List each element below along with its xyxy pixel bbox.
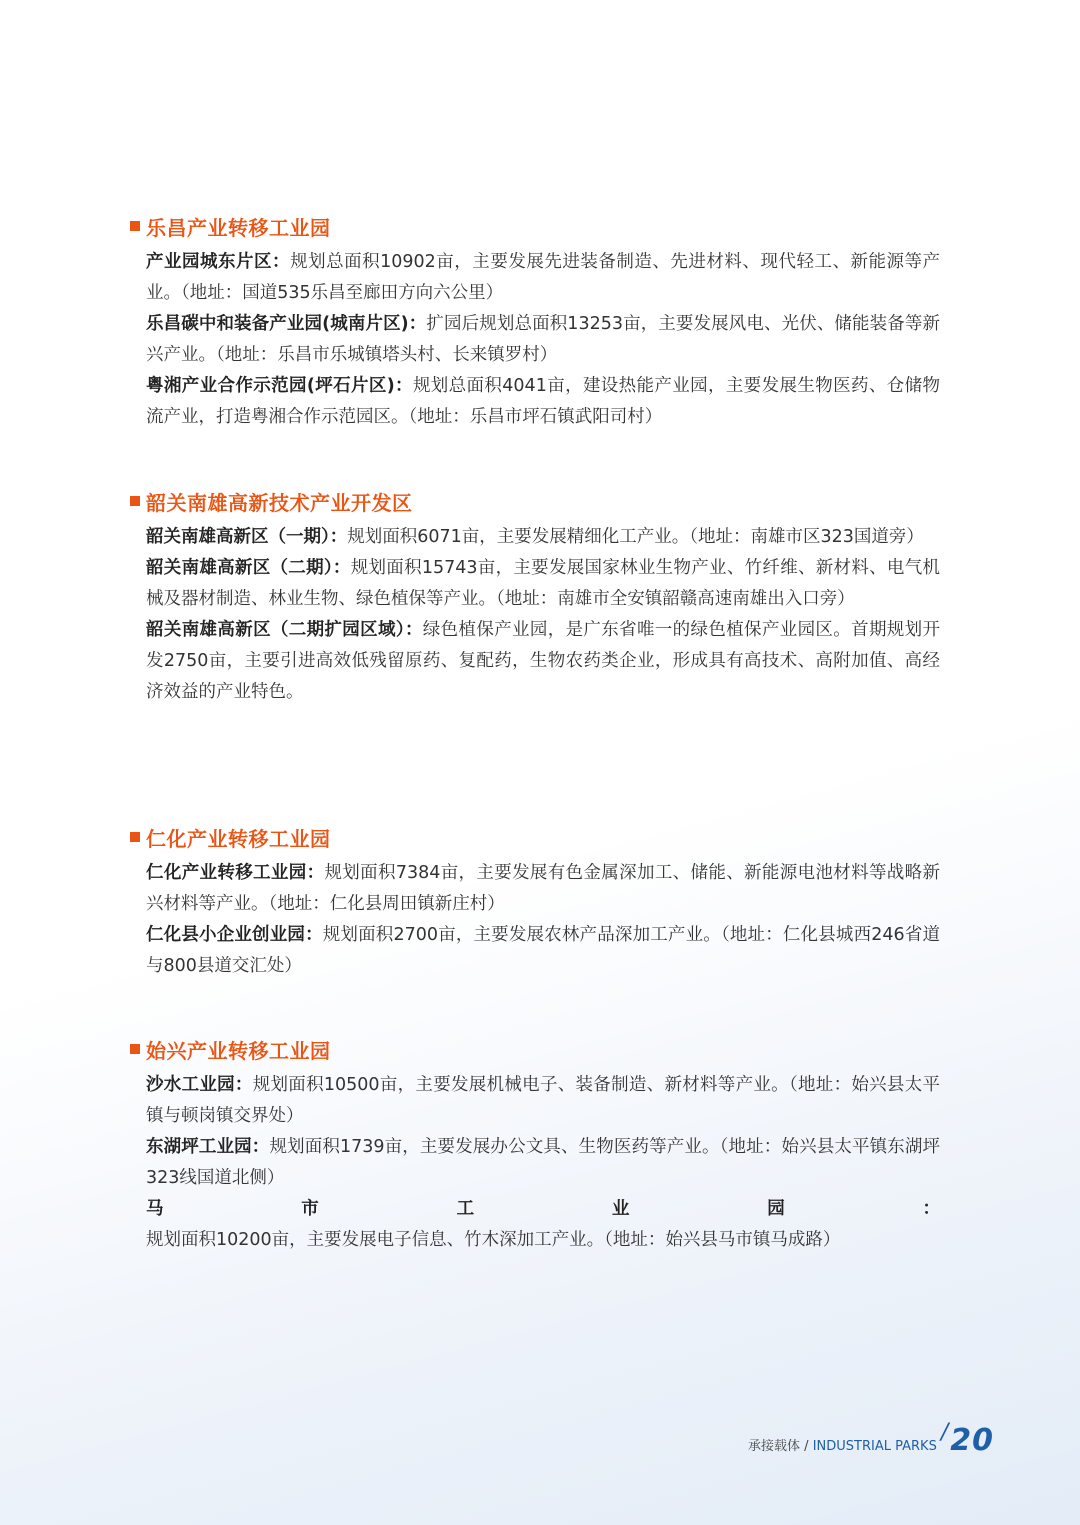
section-lechang: [130, 211, 940, 433]
park-name: 韶关南雄高新区（二期扩园区域）：: [146, 620, 423, 640]
footer-label-cn: 承接载体 /: [748, 1439, 813, 1454]
park-name: 粤湘产业合作示范园(坪石片区)：: [146, 376, 413, 396]
park-description: 绿色植保产业园，是广东省唯一的绿色植保产业园区。首期规划开发2750亩，主要引进高效低残留原药、复配药，生物农药类企业，形成具有高技术、高附加值、高经济效益的产业特色。: [146, 620, 940, 702]
section-title: 始兴产业转移工业园: [146, 1038, 331, 1063]
park-entry: [130, 371, 940, 433]
section-title: 乐昌产业转移工业园: [146, 215, 331, 240]
section-renhua: [130, 822, 940, 982]
section-header: [130, 486, 940, 516]
page-footer: [748, 1420, 994, 1458]
park-name: 韶关南雄高新区（一期）：: [146, 527, 348, 547]
footer-label-en: INDUSTRIAL PARKS: [812, 1439, 937, 1454]
park-description: 规划面积7384亩，主要发展有色金属深加工、储能、新能源电池材料等战略新兴材料等产业。（地址：仁化县周田镇新庄村）: [146, 863, 940, 914]
section-title: 韶关南雄高新技术产业开发区: [146, 490, 413, 515]
page-number: 20: [950, 1423, 994, 1458]
park-entry: [130, 858, 940, 920]
footer-slash: /: [940, 1420, 949, 1445]
park-entry: [130, 247, 940, 309]
section-header: [130, 211, 940, 241]
park-entry: [130, 1132, 940, 1194]
park-description: 扩园后规划总面积13253亩，主要发展风电、光伏、储能装备等新兴产业。（地址：乐昌市乐城镇塔头村、长来镇罗村）: [146, 314, 940, 365]
park-description: 规划面积15743亩，主要发展国家林业生物产业、竹纤维、新材料、电气机械及器材制造、林业生物、绿色植保等产业。（地址：南雄市全安镇韶赣高速南雄出入口旁）: [146, 558, 940, 609]
section-header: [130, 822, 940, 852]
park-description: 规划面积10200亩，主要发展电子信息、竹木深加工产业。（地址：始兴县马市镇马成路）: [146, 1230, 841, 1250]
park-name: 乐昌碳中和装备产业园(城南片区)：: [146, 314, 427, 334]
park-name: 产业园城东片区：: [146, 252, 291, 272]
park-entry: [130, 522, 940, 553]
square-bullet-icon: [130, 221, 140, 231]
park-description: 规划面积10500亩，主要发展机械电子、装备制造、新材料等产业。（地址：始兴县太平镇与顿岗镇交界处）: [146, 1075, 941, 1126]
park-description: 规划总面积4041亩，建设热能产业园，主要发展生物医药、仓储物流产业，打造粤湘合作示范园区。（地址：乐昌市坪石镇武阳司村）: [146, 376, 940, 427]
park-name: 东湖坪工业园：: [146, 1137, 270, 1157]
park-description: 规划面积6071亩，主要发展精细化工产业。（地址：南雄市区323国道旁）: [347, 527, 924, 547]
park-entry: [130, 1194, 940, 1256]
park-name: 仁化县小企业创业园：: [146, 925, 323, 945]
square-bullet-icon: [130, 496, 140, 506]
square-bullet-icon: [130, 1044, 140, 1054]
park-name: 韶关南雄高新区（二期）：: [146, 558, 351, 578]
park-name: 仁化产业转移工业园：: [146, 863, 325, 883]
section-shixing: [130, 1034, 940, 1256]
square-bullet-icon: [130, 832, 140, 842]
park-description: 规划面积1739亩，主要发展办公文具、生物医药等产业。（地址：始兴县太平镇东湖坪323线国道北侧）: [146, 1137, 940, 1188]
park-entry: [130, 309, 940, 371]
park-entry: [130, 615, 940, 708]
section-nanxiong: [130, 486, 940, 708]
park-name: 沙水工业园：: [146, 1075, 253, 1095]
park-name: 马市工业园：: [146, 1199, 940, 1219]
park-entry: [130, 553, 940, 615]
park-description: 规划总面积10902亩，主要发展先进装备制造、先进材料、现代轻工、新能源等产业。（地址：国道535乐昌至廊田方向六公里）: [146, 252, 941, 303]
park-entry: [130, 1070, 940, 1132]
footer-label: [748, 1435, 937, 1454]
park-description: 规划面积2700亩，主要发展农林产品深加工产业。（地址：仁化县城西246省道与800县道交汇处）: [146, 925, 941, 976]
section-title: 仁化产业转移工业园: [146, 826, 331, 851]
park-entry: [130, 920, 940, 982]
section-header: [130, 1034, 940, 1064]
